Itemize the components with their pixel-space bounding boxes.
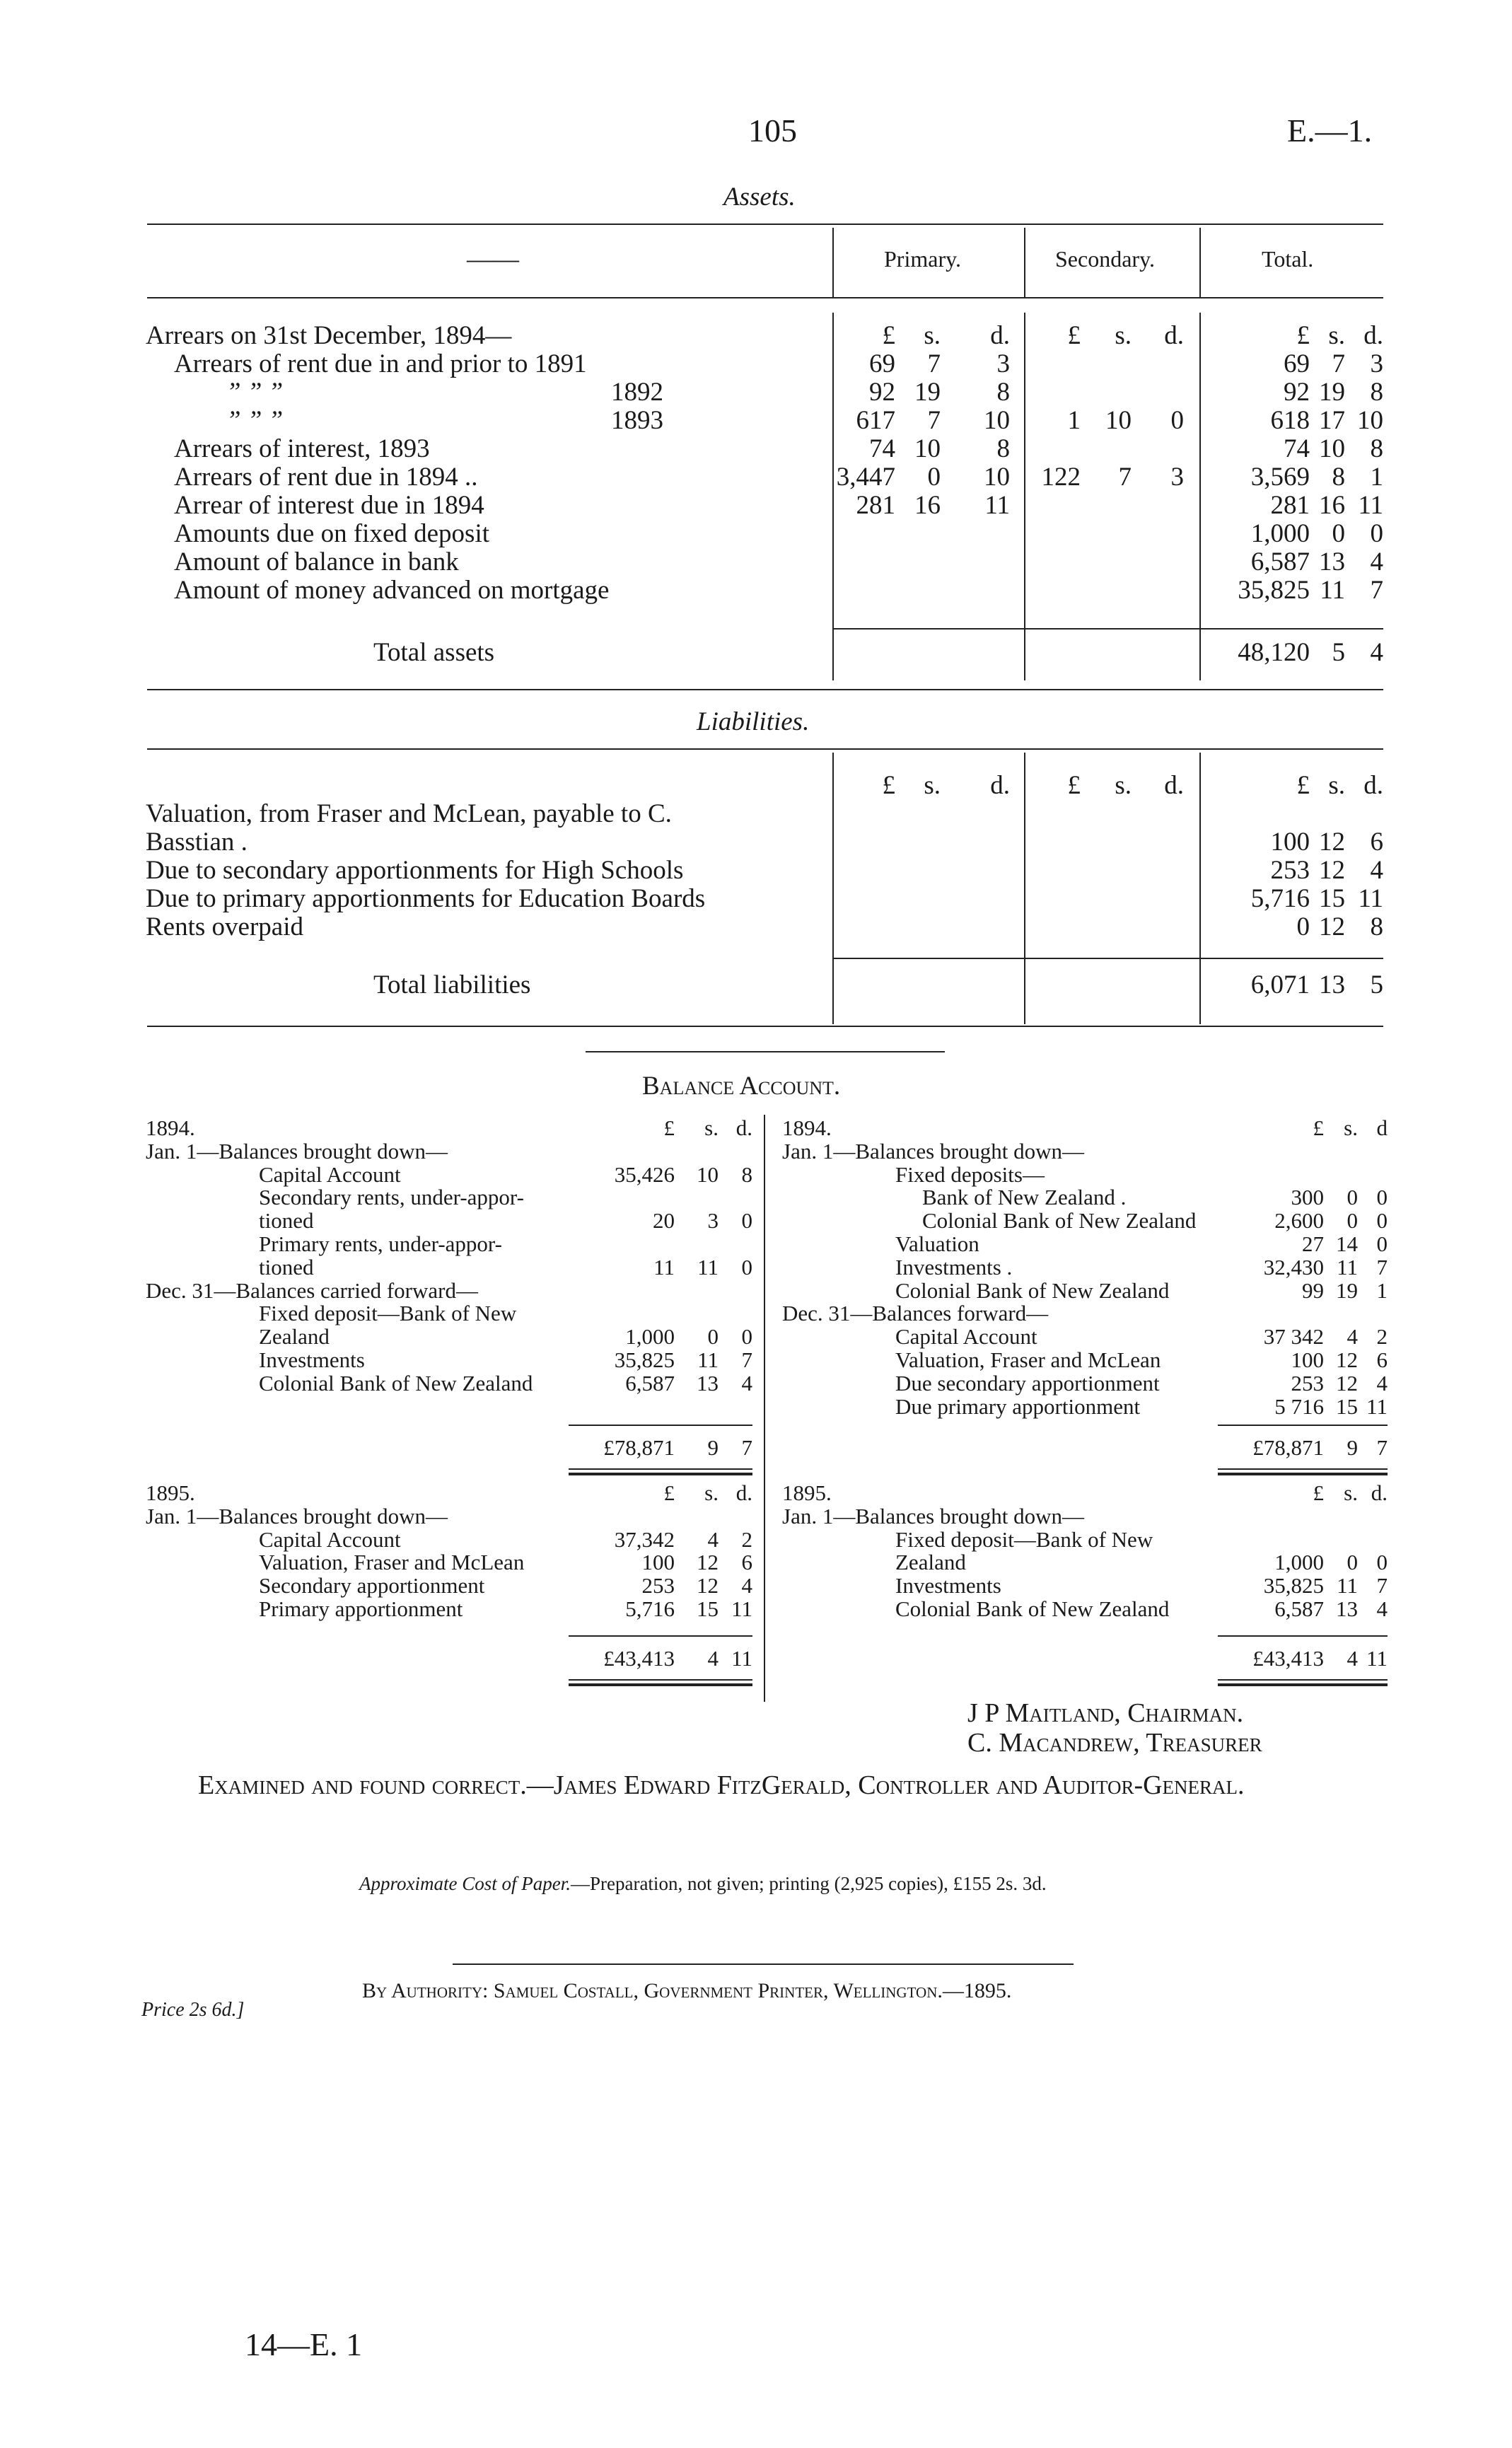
liability-total-shillings: 12 (1319, 912, 1345, 941)
ledger-amount-pounds: 35,825 (1263, 1573, 1324, 1599)
ledger-line: Fixed deposits— (895, 1161, 1045, 1187)
ledger-amount-pounds: 1,000 (625, 1324, 675, 1350)
liability-row-label: Rents overpaid (146, 912, 303, 941)
assets-top-rule (147, 224, 1383, 225)
ledger-amount-pence: 1 (1376, 1277, 1388, 1303)
page-number: 105 (748, 112, 797, 149)
liability-total-pounds: 100 (1270, 828, 1310, 857)
total-assets-shillings: 5 (1332, 638, 1345, 667)
ledger-line: Zealand (895, 1550, 966, 1575)
primary-shillings: 10 (914, 434, 941, 463)
ledger-line: Zealand (259, 1324, 330, 1350)
total-pounds: 69 (1284, 349, 1310, 378)
ledger-amount-pence: 7 (741, 1347, 752, 1372)
ledger-line: Dec. 31—Balances forward— (782, 1301, 1049, 1326)
ledger-line: tioned (259, 1254, 314, 1280)
total-shillings: 8 (1332, 463, 1345, 492)
ledger-line: Capital Account (259, 1161, 401, 1187)
ledger-line: Investments (259, 1347, 365, 1372)
printer-authority: By Authority: Samuel Costall, Government Printer, Wellington.—1895. (362, 1979, 1012, 2002)
ledger-amount-pounds: 5,716 (625, 1596, 675, 1621)
total-double-rule (569, 1679, 752, 1686)
ledger-amount-pence: 2 (741, 1526, 752, 1552)
unit-total-pounds: £ (1296, 321, 1310, 350)
ledger-amount-pence: 4 (1376, 1370, 1388, 1396)
ledger-amount-shillings: 11 (1337, 1573, 1358, 1599)
ledger-amount-pence: 0 (1376, 1550, 1388, 1575)
ledger-year: 1894. (782, 1115, 832, 1140)
ledger-amount-shillings: 12 (697, 1573, 719, 1599)
ledger-unit-pounds: £ (663, 1115, 675, 1140)
ledger-line: Investments . (895, 1254, 1013, 1280)
ledger-amount-shillings: 13 (697, 1370, 719, 1396)
unit-secondary-shillings: s. (1115, 771, 1132, 800)
ledger-line: Secondary rents, under-appor- (259, 1185, 524, 1210)
total-liabilities-shillings: 13 (1319, 970, 1345, 999)
cost-label: Approximate Cost of Paper. (359, 1873, 571, 1894)
primary-pounds: 74 (869, 434, 895, 463)
ledger-line: Secondary apportionment (259, 1573, 485, 1599)
asset-row-label: Arrears on 31st December, 1894— (146, 321, 512, 350)
ledger-unit-shillings: s. (704, 1480, 719, 1505)
ledger-total-pence: 7 (1376, 1435, 1388, 1460)
liability-total-pounds: 5,716 (1250, 884, 1310, 913)
balance-rule (586, 1051, 945, 1052)
ledger-amount-pounds: 99 (1302, 1277, 1324, 1303)
liabilities-bottom-rule (147, 1026, 1383, 1027)
total-pounds: 35,825 (1238, 576, 1310, 605)
liability-total-pounds: 253 (1270, 856, 1310, 885)
unit-secondary-pence: d. (1164, 321, 1184, 350)
total-pounds: 281 (1270, 491, 1310, 520)
total-shillings: 17 (1319, 406, 1345, 435)
subtotal-rule (1218, 1635, 1388, 1637)
primary-pounds: 3,447 (836, 463, 895, 492)
unit-total-pounds: £ (1296, 771, 1310, 800)
ledger-line: Capital Account (259, 1526, 401, 1552)
col-divider (1024, 228, 1025, 298)
total-pence: 7 (1370, 576, 1383, 605)
unit-primary-shillings: s. (924, 321, 941, 350)
ledger-line: Primary rents, under-appor- (259, 1231, 502, 1256)
ledger-line: Dec. 31—Balances carried forward— (146, 1277, 478, 1303)
balance-account-title: Balance Account. (642, 1072, 841, 1101)
assets-header-rule (147, 297, 1383, 298)
secondary-pounds: 122 (1041, 463, 1081, 492)
secondary-shillings: 7 (1118, 463, 1132, 492)
ledger-amount-shillings: 11 (697, 1347, 719, 1372)
ledger-year: 1894. (146, 1115, 195, 1140)
liability-total-pence: 4 (1370, 856, 1383, 885)
ledger-amount-pounds: 32,430 (1263, 1254, 1324, 1280)
asset-row-label: Amount of money advanced on mortgage (174, 576, 610, 605)
column-header-total: Total. (1262, 246, 1314, 272)
ledger-amount-pounds: 37 342 (1263, 1324, 1324, 1350)
total-pence: 3 (1370, 349, 1383, 378)
total-pence: 4 (1370, 547, 1383, 576)
liability-total-shillings: 15 (1319, 884, 1345, 913)
ledger-amount-pence: 11 (731, 1596, 752, 1621)
ledger-unit-shillings: s. (1344, 1480, 1358, 1505)
ledger-line: Colonial Bank of New Zealand (922, 1208, 1197, 1234)
asset-row-label: 1893 (611, 406, 663, 435)
ledger-amount-shillings: 15 (697, 1596, 719, 1621)
ledger-amount-pounds: 300 (1291, 1185, 1324, 1210)
ledger-line: Fixed deposit—Bank of New (259, 1301, 517, 1326)
ledger-amount-shillings: 12 (1336, 1370, 1358, 1396)
ledger-amount-pence: 11 (1366, 1393, 1388, 1419)
ledger-amount-shillings: 0 (1347, 1550, 1358, 1575)
unit-primary-shillings: s. (924, 771, 941, 800)
asset-row-label: Arrears of rent due in 1894 .. (174, 463, 478, 492)
asset-row-label: Amount of balance in bank (174, 547, 459, 576)
total-rule (832, 958, 1383, 959)
liability-row-label: Valuation, from Fraser and McLean, payable to C. (146, 799, 672, 828)
ledger-line: Jan. 1—Balances brought down— (782, 1503, 1085, 1528)
ledger-unit-shillings: s. (704, 1115, 719, 1140)
ledger-unit-pence: d. (735, 1115, 752, 1140)
unit-primary-pence: d. (990, 321, 1010, 350)
ledger-total-shillings: 4 (707, 1646, 719, 1671)
ledger-amount-pounds: 5 716 (1274, 1393, 1324, 1419)
total-liabilities-pounds: 6,071 (1250, 970, 1310, 999)
liability-total-pence: 6 (1370, 828, 1383, 857)
unit-total-pence: d. (1363, 771, 1383, 800)
label-column-header: —— (467, 245, 519, 274)
ledger-line: Primary apportionment (259, 1596, 463, 1621)
primary-pence: 8 (996, 378, 1010, 407)
ledger-unit-pence: d. (1371, 1480, 1388, 1505)
total-shillings: 13 (1319, 547, 1345, 576)
balance-divider (764, 1115, 765, 1702)
total-pounds: 92 (1284, 378, 1310, 407)
ledger-unit-pence: d (1376, 1115, 1388, 1140)
total-pence: 8 (1370, 378, 1383, 407)
secondary-pence: 0 (1170, 406, 1184, 435)
primary-shillings: 0 (927, 463, 941, 492)
ledger-line: Valuation (895, 1231, 979, 1256)
ledger-line: Jan. 1—Balances brought down— (146, 1503, 448, 1528)
ledger-total-pence: 7 (741, 1435, 752, 1460)
assets-bottom-rule (147, 689, 1383, 690)
ledger-amount-shillings: 3 (707, 1208, 719, 1234)
ledger-amount-pence: 6 (741, 1550, 752, 1575)
ledger-amount-pounds: 6,587 (625, 1370, 675, 1396)
treasurer-signature: C. Macandrew, Treasurer (967, 1728, 1262, 1758)
ledger-total-pence: 11 (1366, 1646, 1388, 1671)
ledger-amount-pence: 0 (741, 1254, 752, 1280)
ledger-line: Due secondary apportionment (895, 1370, 1160, 1396)
liability-row-label: Basstian . (146, 828, 248, 857)
total-assets-pence: 4 (1370, 638, 1383, 667)
ledger-amount-shillings: 12 (1336, 1347, 1358, 1372)
ledger-amount-shillings: 0 (1347, 1185, 1358, 1210)
liability-total-pounds: 0 (1296, 912, 1310, 941)
ledger-line: Investments (895, 1573, 1001, 1599)
ledger-amount-shillings: 11 (1337, 1254, 1358, 1280)
total-pounds: 74 (1284, 434, 1310, 463)
total-pence: 0 (1370, 519, 1383, 548)
ledger-amount-pounds: 35,426 (614, 1161, 675, 1187)
ledger-total-shillings: 9 (1347, 1435, 1358, 1460)
ledger-amount-pence: 2 (1376, 1324, 1388, 1350)
ledger-line: Jan. 1—Balances brought down— (146, 1138, 448, 1164)
unit-primary-pounds: £ (882, 771, 895, 800)
ledger-unit-pounds: £ (1313, 1115, 1324, 1140)
column-header-secondary: Secondary. (1055, 246, 1155, 272)
ledger-unit-pence: d. (735, 1480, 752, 1505)
ledger-line: tioned (259, 1208, 314, 1234)
total-pounds: 618 (1270, 406, 1310, 435)
total-liabilities-label: Total liabilities (373, 970, 531, 999)
liability-total-pence: 8 (1370, 912, 1383, 941)
ledger-amount-shillings: 19 (1336, 1277, 1358, 1303)
liability-row-label: Due to secondary apportionments for High Schools (146, 856, 684, 885)
ledger-amount-shillings: 11 (697, 1254, 719, 1280)
ledger-line: Fixed deposit—Bank of New (895, 1526, 1153, 1552)
primary-shillings: 7 (927, 406, 941, 435)
total-shillings: 10 (1319, 434, 1345, 463)
total-shillings: 7 (1332, 349, 1345, 378)
ledger-line: Valuation, Fraser and McLean (895, 1347, 1161, 1372)
primary-pence: 11 (984, 491, 1010, 520)
total-shillings: 0 (1332, 519, 1345, 548)
primary-pence: 8 (996, 434, 1010, 463)
ledger-line: Colonial Bank of New Zealand (259, 1370, 533, 1396)
ledger-year: 1895. (146, 1480, 195, 1505)
ditto-marks: ” ” ” (226, 406, 284, 435)
liabilities-title: Liabilities. (697, 707, 810, 736)
chairman-signature: J P Maitland, Chairman. (967, 1698, 1244, 1728)
ledger-amount-pence: 0 (1376, 1231, 1388, 1256)
primary-pounds: 281 (856, 491, 895, 520)
asset-row-label: Arrears of interest, 1893 (174, 434, 430, 463)
ledger-amount-pounds: 1,000 (1274, 1550, 1324, 1575)
cost-text: —Preparation, not given; printing (2,925 copies), £155 2s. 3d. (570, 1873, 1047, 1894)
total-pence: 1 (1370, 463, 1383, 492)
ledger-amount-pence: 4 (741, 1370, 752, 1396)
ledger-line: Colonial Bank of New Zealand (895, 1277, 1170, 1303)
total-assets-label: Total assets (373, 638, 495, 667)
unit-secondary-pounds: £ (1067, 771, 1081, 800)
ledger-amount-pence: 7 (1376, 1573, 1388, 1599)
ledger-amount-pounds: 35,825 (614, 1347, 675, 1372)
total-assets-pounds: 48,120 (1238, 638, 1310, 667)
ledger-amount-pence: 0 (1376, 1185, 1388, 1210)
ledger-total-pounds: £78,871 (1252, 1435, 1324, 1460)
ledger-total-shillings: 9 (707, 1435, 719, 1460)
ledger-amount-shillings: 13 (1336, 1596, 1358, 1621)
ledger-amount-shillings: 10 (697, 1161, 719, 1187)
ledger-amount-shillings: 4 (1347, 1324, 1358, 1350)
liability-total-shillings: 12 (1319, 856, 1345, 885)
ledger-amount-shillings: 15 (1336, 1393, 1358, 1419)
ledger-amount-shillings: 4 (707, 1526, 719, 1552)
liability-row-label: Due to primary apportionments for Education Boards (146, 884, 706, 913)
total-shillings: 11 (1320, 576, 1345, 605)
ledger-amount-pounds: 100 (641, 1550, 675, 1575)
secondary-pence: 3 (1170, 463, 1184, 492)
footer-rule (453, 1963, 1074, 1965)
primary-pounds: 69 (869, 349, 895, 378)
ledger-amount-pounds: 27 (1302, 1231, 1324, 1256)
total-shillings: 19 (1319, 378, 1345, 407)
ledger-total-pounds: £78,871 (603, 1435, 675, 1460)
secondary-pounds: 1 (1067, 406, 1081, 435)
primary-pence: 3 (996, 349, 1010, 378)
primary-pounds: 617 (856, 406, 895, 435)
asset-row-label: Arrears of rent due in and prior to 1891 (174, 349, 587, 378)
asset-row-label: Amounts due on fixed deposit (174, 519, 490, 548)
primary-shillings: 7 (927, 349, 941, 378)
ledger-unit-pounds: £ (1313, 1480, 1324, 1505)
unit-secondary-pence: d. (1164, 771, 1184, 800)
total-double-rule (1218, 1468, 1388, 1475)
ledger-unit-shillings: s. (1344, 1115, 1358, 1140)
total-pounds: 1,000 (1250, 519, 1310, 548)
primary-pence: 10 (984, 406, 1010, 435)
ledger-amount-pounds: 253 (641, 1573, 675, 1599)
ledger-line: Colonial Bank of New Zealand (895, 1596, 1170, 1621)
ledger-amount-pence: 6 (1376, 1347, 1388, 1372)
total-pence: 10 (1357, 406, 1383, 435)
ledger-year: 1895. (782, 1480, 832, 1505)
ledger-amount-pounds: 100 (1291, 1347, 1324, 1372)
ledger-amount-shillings: 14 (1336, 1231, 1358, 1256)
unit-total-shillings: s. (1328, 321, 1345, 350)
ledger-total-pounds: £43,413 (603, 1646, 675, 1671)
column-header-primary: Primary. (884, 246, 962, 272)
ledger-amount-shillings: 0 (707, 1324, 719, 1350)
total-pounds: 6,587 (1250, 547, 1310, 576)
col-divider (832, 228, 834, 298)
subtotal-rule (569, 1425, 752, 1426)
price-label: Price 2s 6d.] (141, 1999, 245, 2021)
primary-pence: 10 (984, 463, 1010, 492)
primary-shillings: 19 (914, 378, 941, 407)
liabilities-top-rule (147, 748, 1383, 750)
primary-shillings: 16 (914, 491, 941, 520)
ledger-amount-pence: 0 (1376, 1208, 1388, 1234)
col-divider (1024, 313, 1025, 680)
unit-primary-pounds: £ (882, 321, 895, 350)
total-pence: 11 (1358, 491, 1383, 520)
total-pounds: 3,569 (1250, 463, 1310, 492)
ledger-amount-pounds: 2,600 (1274, 1208, 1324, 1234)
ledger-total-pounds: £43,413 (1252, 1646, 1324, 1671)
ledger-amount-shillings: 12 (697, 1550, 719, 1575)
total-liabilities-pence: 5 (1370, 970, 1383, 999)
ledger-amount-pounds: 37,342 (614, 1526, 675, 1552)
unit-secondary-shillings: s. (1115, 321, 1132, 350)
liability-total-shillings: 12 (1319, 828, 1345, 857)
total-double-rule (569, 1468, 752, 1475)
assets-title: Assets. (723, 182, 796, 211)
unit-total-pence: d. (1363, 321, 1383, 350)
ledger-amount-pence: 4 (1376, 1596, 1388, 1621)
secondary-shillings: 10 (1105, 406, 1132, 435)
ledger-unit-pounds: £ (663, 1480, 675, 1505)
subtotal-rule (1218, 1425, 1388, 1426)
ledger-amount-pence: 4 (741, 1573, 752, 1599)
ledger-total-pence: 11 (731, 1646, 752, 1671)
ditto-marks: ” ” ” (226, 378, 284, 407)
asset-row-label: Arrear of interest due in 1894 (174, 491, 484, 520)
ledger-amount-pence: 7 (1376, 1254, 1388, 1280)
document-code: E.—1. (1287, 112, 1373, 149)
ledger-line: Valuation, Fraser and McLean (259, 1550, 525, 1575)
ledger-line: Jan. 1—Balances brought down— (782, 1138, 1085, 1164)
primary-pounds: 92 (869, 378, 895, 407)
ledger-total-shillings: 4 (1347, 1646, 1358, 1671)
total-double-rule (1218, 1679, 1388, 1686)
unit-primary-pence: d. (990, 771, 1010, 800)
ledger-line: Capital Account (895, 1324, 1037, 1350)
ledger-line: Due primary apportionment (895, 1393, 1141, 1419)
ledger-amount-pence: 8 (741, 1161, 752, 1187)
ledger-amount-shillings: 0 (1347, 1208, 1358, 1234)
ledger-amount-pence: 0 (741, 1208, 752, 1234)
ledger-line: Bank of New Zealand . (922, 1185, 1127, 1210)
ledger-amount-pounds: 20 (653, 1208, 675, 1234)
total-shillings: 16 (1319, 491, 1345, 520)
unit-total-shillings: s. (1328, 771, 1345, 800)
cost-of-paper (359, 1873, 1047, 1895)
total-pence: 8 (1370, 434, 1383, 463)
col-divider (1199, 228, 1201, 298)
liability-total-pence: 11 (1358, 884, 1383, 913)
unit-secondary-pounds: £ (1067, 321, 1081, 350)
signature-mark: 14—E. 1 (245, 2326, 363, 2362)
ledger-amount-pounds: 253 (1291, 1370, 1324, 1396)
asset-row-label: 1892 (611, 378, 663, 407)
ledger-amount-pounds: 6,587 (1274, 1596, 1324, 1621)
auditor-statement: Examined and found correct.—James Edward FitzGerald, Controller and Auditor-General. (198, 1770, 1245, 1800)
subtotal-rule (569, 1635, 752, 1637)
total-rule (832, 628, 1383, 630)
ledger-amount-pounds: 11 (653, 1254, 675, 1280)
ledger-amount-pence: 0 (741, 1324, 752, 1350)
